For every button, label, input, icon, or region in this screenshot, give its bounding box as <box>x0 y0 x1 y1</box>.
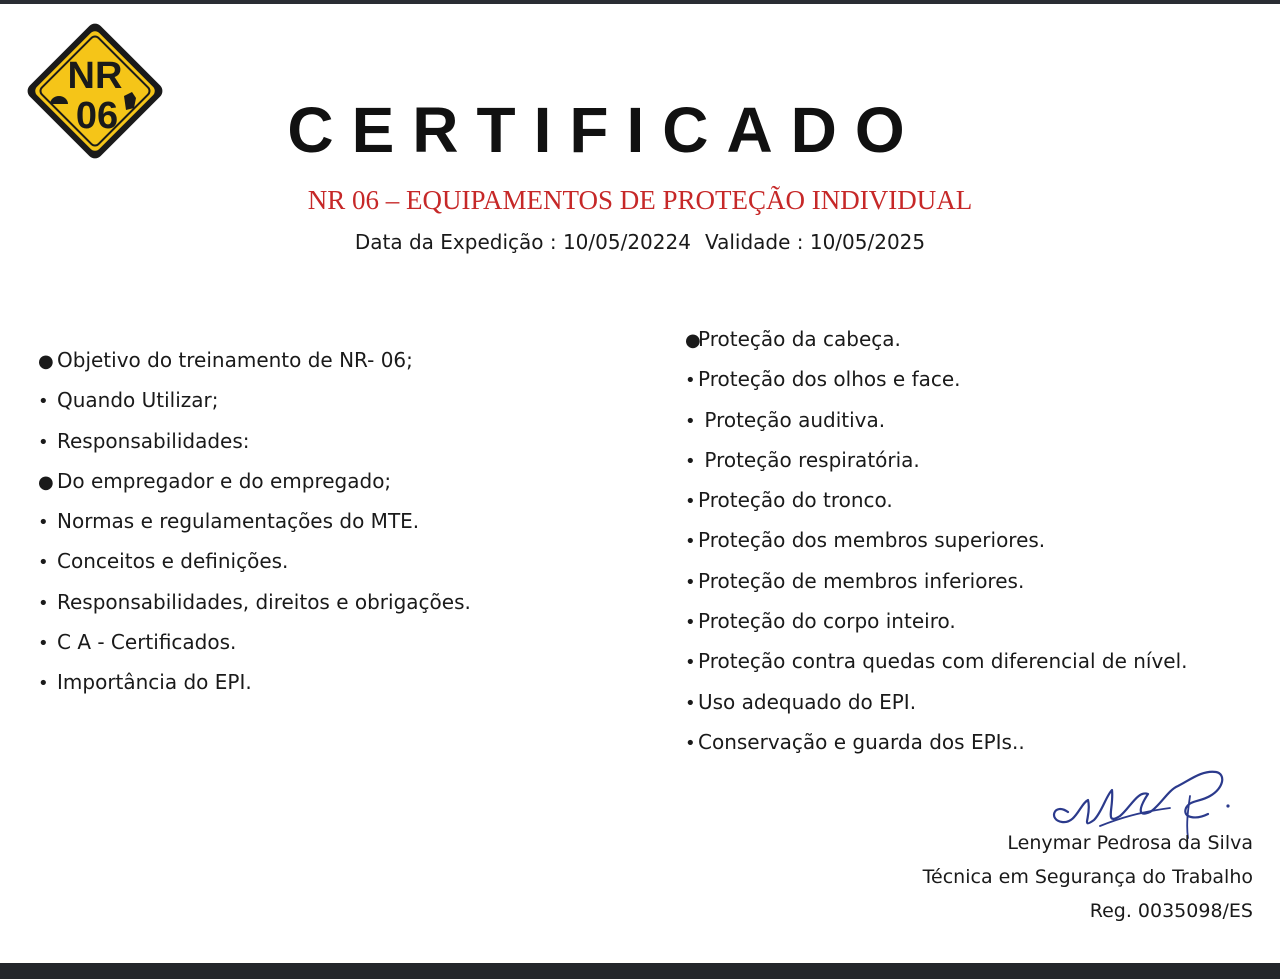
signer-block <box>923 826 1253 928</box>
certificate-title: CERTIFICADO <box>287 94 923 166</box>
bullet-icon: • <box>38 633 49 655</box>
bullet-icon: • <box>685 571 696 593</box>
bullet-icon: • <box>38 391 49 413</box>
list-item: • Conceitos e definições. <box>38 542 471 582</box>
list-item: • Proteção dos olhos e face. <box>685 360 1188 400</box>
bullet-icon: • <box>685 652 696 674</box>
bullet-icon: ● <box>38 471 54 493</box>
list-item: • Proteção do corpo inteiro. <box>685 602 1188 642</box>
list-item: • Uso adequado do EPI. <box>685 683 1188 723</box>
bullet-icon: • <box>38 592 49 614</box>
list-item: ● Objetivo do treinamento de NR- 06; <box>38 341 471 381</box>
list-item: • Proteção respiratória. <box>685 441 1188 481</box>
list-item: • Importância do EPI. <box>38 663 471 703</box>
list-item: • Proteção contra quedas com diferencial de nível. <box>685 642 1188 682</box>
bullet-icon: • <box>685 732 696 754</box>
signer-role: Técnica em Segurança do Trabalho <box>922 866 1253 888</box>
list-item: • C A - Certificados. <box>38 623 471 663</box>
signer-registration: Reg. 0035098/ES <box>1089 900 1253 922</box>
bullet-icon: • <box>38 512 49 534</box>
bullet-icon: • <box>38 552 49 574</box>
list-item: • Quando Utilizar; <box>38 381 471 421</box>
bullet-icon: • <box>685 450 696 472</box>
signer-name: Lenymar Pedrosa da Silva <box>1007 832 1253 854</box>
list-item: • Proteção auditiva. <box>685 401 1188 441</box>
bullet-icon: • <box>38 431 49 453</box>
certificate-subtitle: NR 06 – EQUIPAMENTOS DE PROTEÇÃO INDIVIDUAL <box>307 185 973 215</box>
list-item: • Responsabilidades: <box>38 422 471 462</box>
bullet-icon: • <box>685 692 696 714</box>
validity-date: Validade : 10/05/2025 <box>704 230 926 254</box>
certificate-dates <box>0 228 1280 256</box>
bullet-icon: • <box>685 612 696 634</box>
bullet-icon: • <box>685 531 696 553</box>
list-item: • Proteção do tronco. <box>685 481 1188 521</box>
bullet-icon: • <box>38 673 49 695</box>
bullet-icon: ● <box>685 330 701 351</box>
bullet-icon: • <box>685 491 696 513</box>
list-item: ● Do empregador e do empregado; <box>38 462 471 502</box>
bullet-icon: • <box>685 370 696 392</box>
logo-text-06: 06 <box>75 95 119 137</box>
list-item: • Responsabilidades, direitos e obrigações. <box>38 583 471 623</box>
issue-date: Data da Expedição : 10/05/20224 <box>354 230 691 254</box>
list-item: ●Proteção da cabeça. <box>685 320 1188 360</box>
top-border <box>0 0 1280 4</box>
list-item: • Conservação e guarda dos EPIs.. <box>685 723 1188 763</box>
bullet-icon: ● <box>38 351 54 372</box>
logo-text-nr: NR <box>67 55 123 97</box>
list-item: • Proteção de membros inferiores. <box>685 562 1188 602</box>
bullet-icon: • <box>685 410 696 432</box>
topics-left-list <box>38 341 471 704</box>
topics-right-list <box>685 320 1188 763</box>
list-item: • Proteção dos membros superiores. <box>685 521 1188 561</box>
bottom-border <box>0 963 1280 979</box>
list-item: • Normas e regulamentações do MTE. <box>38 502 471 542</box>
